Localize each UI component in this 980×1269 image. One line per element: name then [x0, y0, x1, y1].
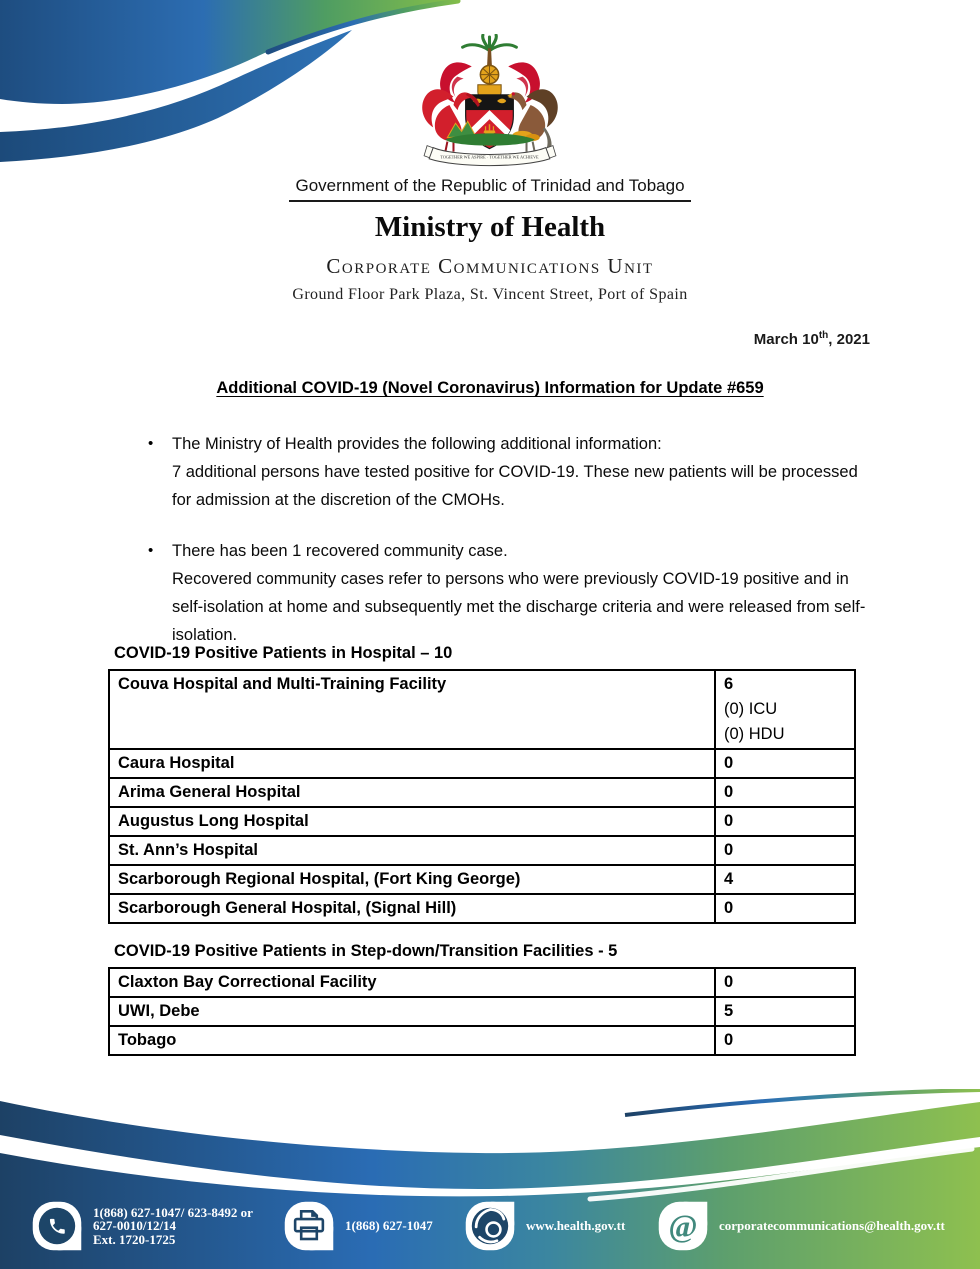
footer-contact-line: 627-0010/12/14	[93, 1218, 177, 1234]
address-line: Ground Floor Park Plaza, St. Vincent Street, Port of Spain	[292, 286, 688, 303]
count-cell	[715, 1026, 855, 1055]
bullet-item	[148, 537, 878, 649]
count-cell	[715, 997, 855, 1026]
date-ordinal: th	[818, 330, 829, 341]
facility-cell: UWI, Debe	[109, 997, 715, 1026]
bullet-marker: •	[148, 435, 154, 452]
hospital-table	[108, 967, 856, 1056]
count-cell	[715, 778, 855, 807]
footer-phone-numbers	[93, 1206, 253, 1247]
count-cell	[715, 670, 855, 749]
motto-text: TOGETHER WE ASPIRE · TOGETHER WE ACHIEVE	[440, 154, 539, 160]
facility-cell: Caura Hospital	[109, 749, 715, 778]
table-row	[109, 997, 855, 1026]
government-line: Government of the Republic of Trinidad and Tobago	[295, 176, 685, 195]
count-cell	[715, 749, 855, 778]
footer-fax-item	[283, 1200, 433, 1252]
count-value: 6	[724, 675, 734, 693]
table-row	[109, 894, 855, 923]
footer-phone-item	[31, 1200, 253, 1252]
footer-contact-line: www.health.gov.tt	[526, 1218, 626, 1234]
hospital-table	[108, 669, 856, 924]
footer-email-item	[657, 1200, 945, 1252]
count-value: 0	[724, 1031, 734, 1049]
header-rule	[289, 200, 691, 202]
tables-container	[108, 644, 856, 1056]
count-cell	[715, 865, 855, 894]
table-heading: COVID-19 Positive Patients in Hospital – 10	[114, 644, 453, 662]
communications-unit-line: Corporate Communications Unit	[326, 254, 654, 278]
count-subvalue: (0) HDU	[724, 725, 785, 743]
bullet-item	[148, 430, 878, 514]
count-value: 4	[724, 870, 734, 888]
palm-crest	[463, 35, 517, 101]
bullet-marker: •	[148, 542, 154, 559]
table-row	[109, 807, 855, 836]
svg-text:@: @	[668, 1208, 698, 1244]
bullet-text	[172, 537, 872, 649]
facility-cell: Couva Hospital and Multi-Training Facility	[109, 670, 715, 749]
facility-cell: Tobago	[109, 1026, 715, 1055]
hospital-table-section	[108, 644, 856, 924]
coat-of-arms	[408, 34, 572, 176]
count-value: 0	[724, 812, 734, 830]
table-row	[109, 749, 855, 778]
hospital-table-section	[108, 942, 856, 1056]
facility-cell: Scarborough Regional Hospital, (Fort King George)	[109, 865, 715, 894]
table-row	[109, 670, 855, 749]
count-cell	[715, 836, 855, 865]
facility-cell: Scarborough General Hospital, (Signal Hill)	[109, 894, 715, 923]
document-date: March 10th, 2021	[753, 330, 870, 348]
facility-cell: Claxton Bay Correctional Facility	[109, 968, 715, 997]
table-row	[109, 836, 855, 865]
phone-icon	[31, 1200, 83, 1252]
bullet-list	[148, 430, 878, 672]
bullet-paragraph: Recovered community cases refer to persons who were previously COVID-19 positive and in self-isolation at home and subsequently met the discharge criteria and were released from self-isolation.	[172, 570, 866, 644]
bullet-text	[172, 430, 872, 514]
count-value: 0	[724, 783, 734, 801]
footer-contact-line: corporatecommunications@health.gov.tt	[719, 1218, 945, 1234]
table-body	[109, 670, 855, 923]
facility-cell: Arima General Hospital	[109, 778, 715, 807]
footer-contact-line: 1(868) 627-1047	[345, 1218, 433, 1234]
table-body	[109, 968, 855, 1055]
email-icon	[657, 1200, 709, 1252]
facility-cell: Augustus Long Hospital	[109, 807, 715, 836]
table-row	[109, 1026, 855, 1055]
table-row	[109, 778, 855, 807]
document-title: Additional COVID-19 (Novel Coronavirus) Information for Update #659	[216, 379, 764, 397]
count-value: 0	[724, 841, 734, 859]
count-value: 0	[724, 754, 734, 772]
count-value: 0	[724, 973, 734, 991]
footer-contact-line: Ext. 1720-1725	[93, 1231, 176, 1247]
count-value: 5	[724, 1002, 734, 1020]
table-row	[109, 865, 855, 894]
table-heading: COVID-19 Positive Patients in Step-down/Transition Facilities - 5	[114, 942, 618, 960]
count-cell	[715, 894, 855, 923]
count-value: 0	[724, 899, 734, 917]
table-row	[109, 968, 855, 997]
bullet-paragraph: 7 additional persons have tested positive for COVID-19. These new patients will be processed for admission at the discretion of the CMOHs.	[172, 463, 858, 509]
letterhead	[0, 176, 980, 304]
count-cell	[715, 807, 855, 836]
footer-web-item	[464, 1200, 625, 1252]
count-subvalue: (0) ICU	[724, 700, 778, 718]
footer-email-address	[719, 1219, 945, 1233]
fax-icon	[283, 1200, 335, 1252]
count-cell	[715, 968, 855, 997]
facility-cell: St. Ann’s Hospital	[109, 836, 715, 865]
footer-fax-number	[345, 1219, 433, 1233]
footer-website	[526, 1219, 625, 1233]
bullet-paragraph: There has been 1 recovered community case.	[172, 542, 508, 560]
ministry-title: Ministry of Health	[374, 211, 606, 243]
footer-contact-line: 1(868) 627-1047/ 623-8492 or	[93, 1204, 253, 1220]
bullet-paragraph: The Ministry of Health provides the following additional information:	[172, 435, 662, 453]
globe-icon	[464, 1200, 516, 1252]
